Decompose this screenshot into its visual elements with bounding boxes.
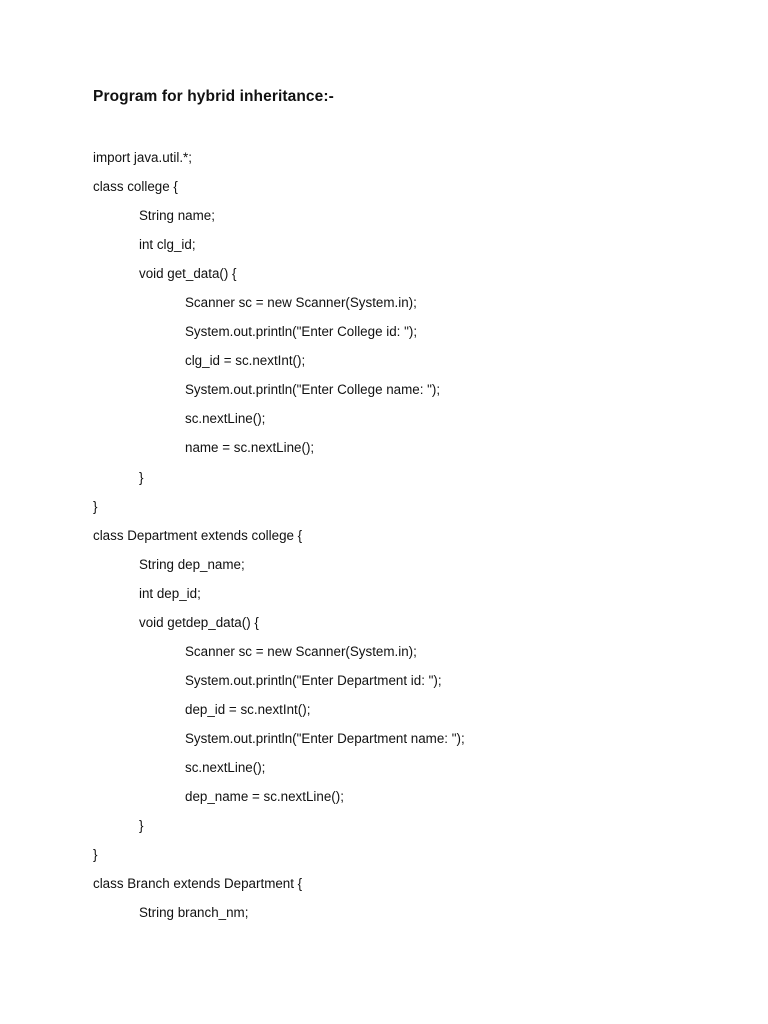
code-line: sc.nextLine(); [185,411,266,427]
code-line: void getdep_data() { [139,614,259,630]
code-line: import java.util.*; [93,150,192,165]
code-line: System.out.println("Enter Department id: "); [185,672,442,688]
code-line: Scanner sc = new Scanner(System.in); [185,643,417,659]
code-line: System.out.println("Enter Department name: "); [185,730,465,746]
code-line: String dep_name; [139,556,245,572]
code-line: void get_data() { [139,266,237,282]
code-line: int dep_id; [139,585,201,601]
code-line: dep_name = sc.nextLine(); [185,789,344,805]
document-title: Program for hybrid inheritance:- [93,88,334,105]
code-line: String branch_nm; [139,905,249,921]
code-listing [93,148,465,932]
code-line: } [93,847,98,863]
code-line: dep_id = sc.nextInt(); [185,701,311,717]
code-line: } [139,469,144,485]
code-line: int clg_id; [139,237,196,253]
code-line: name = sc.nextLine(); [185,440,315,456]
code-line: String name; [139,208,215,224]
code-line: class college { [93,179,178,195]
code-line: } [93,498,98,514]
code-line: Scanner sc = new Scanner(System.in); [185,295,417,311]
code-line: class Department extends college { [93,527,303,543]
code-line: System.out.println("Enter College id: "); [185,324,418,340]
code-line: } [139,818,144,834]
code-line: clg_id = sc.nextInt(); [185,353,306,369]
code-line: sc.nextLine(); [185,759,266,775]
code-line: System.out.println("Enter College name: "); [185,382,441,398]
code-line: class Branch extends Department { [93,876,303,892]
